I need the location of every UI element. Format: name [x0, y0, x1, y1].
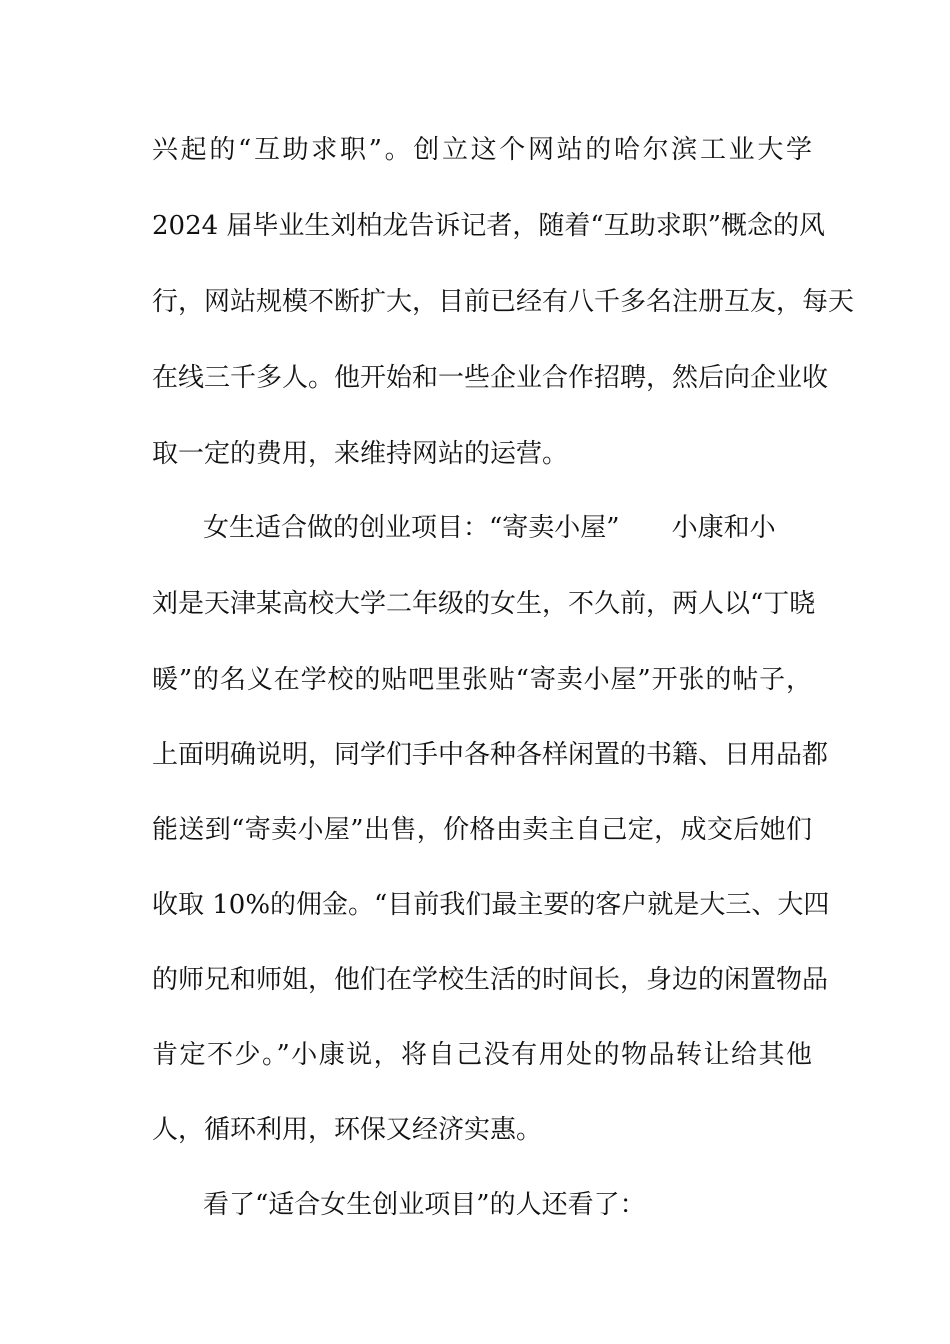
text-line-5: 取一定的费用，来维持网站的运营。	[152, 439, 569, 469]
text-line-8: 暖”的名义在学校的贴吧里张贴“寄卖小屋”开张的帖子，	[152, 665, 812, 695]
text-line-14: 人，循环利用，环保又经济实惠。	[152, 1115, 543, 1145]
text-line-7: 刘是天津某高校大学二年级的女生，不久前，两人以“丁晓	[152, 589, 816, 619]
text-line-9: 上面明确说明，同学们手中各种各样闲置的书籍、日用品都	[152, 740, 829, 770]
text-line-1: 兴起的“互助求职”。创立这个网站的哈尔滨工业大学	[152, 135, 812, 165]
section-heading-line: 女生适合做的创业项目：“寄卖小屋” 小康和小	[203, 513, 776, 543]
text-line-12: 的师兄和师姐，他们在学校生活的时间长，身边的闲置物品	[152, 965, 829, 995]
text-line-11: 收取 10%的佣金。“目前我们最主要的客户就是大三、大四	[152, 890, 830, 920]
text-line-10: 能送到“寄卖小屋”出售，价格由卖主自己定，成交后她们	[152, 815, 812, 845]
related-heading: 看了“适合女生创业项目”的人还看了：	[203, 1190, 646, 1220]
text-line-2: 2024 届毕业生刘柏龙告诉记者，随着“互助求职”概念的风	[152, 211, 826, 241]
text-line-13: 肯定不少。”小康说，将自己没有用处的物品转让给其他	[152, 1040, 812, 1070]
text-line-4: 在线三千多人。他开始和一些企业合作招聘，然后向企业收	[152, 363, 829, 393]
text-line-3: 行，网站规模不断扩大，目前已经有八千多名注册互友，每天	[152, 287, 855, 317]
